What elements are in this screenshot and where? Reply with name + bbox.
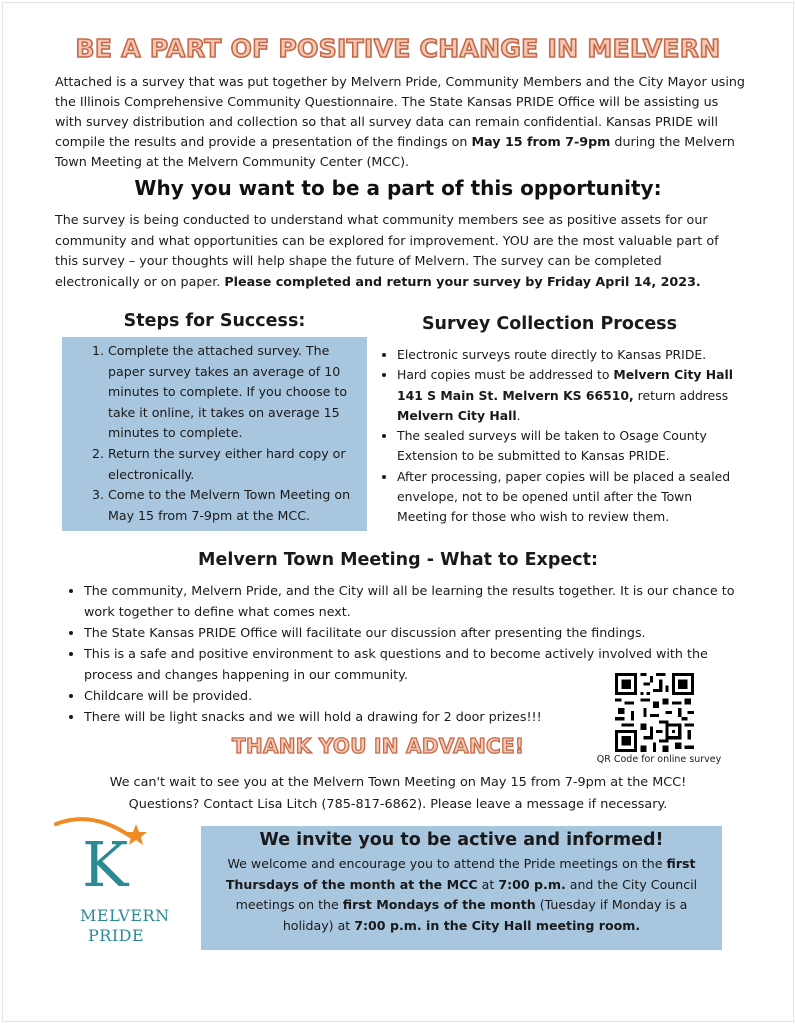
collection-item [397,365,742,426]
intro-date: May 15 from 7-9pm [471,134,611,149]
qr-code[interactable] [615,673,694,752]
collection-item: • The sealed surveys will be taken to Osage County Extension to be submitted to Kansas PRIDE. [397,426,742,467]
collection-item: • After processing, paper copies will be placed a sealed envelope, not to be opened until after the Town Meeting for those who wish to review them. [397,467,742,528]
invite-bold: first Thursdays of the month at the MCC [225,856,696,892]
closing-line-2: Questions? Contact Lisa Litch (785-817-6862). Please leave a message if necessary. [128,797,668,812]
invite-text: and the City Council meetings on the [235,876,698,913]
step-item: 2. Return the survey either hard copy or electronically. [108,444,353,485]
meeting-item: • Childcare will be provided. [84,685,754,706]
invite-body [211,854,712,936]
collection-heading: Survey Collection Process [421,314,678,334]
why-text: The survey is being conducted to understand what community members see as positive assets for our community and what opportunities can be explored for improvement. YOU are the most valuable part of this survey – your thoughts will help shape the future of Melvern. The survey can be completed electronically or on paper. [55,212,719,289]
collection-list [380,345,742,528]
invite-box [201,826,722,950]
logo-letter: K [82,828,129,901]
meeting-item: • This is a safe and positive environment to ask questions and to become actively involved with the process and changes happening in our community. [84,643,724,685]
meeting-item: • There will be light snacks and we will hold a drawing for 2 door prizes!!! [84,706,754,727]
intro-text: Attached is a survey that was put together by Melvern Pride, Community Members and the City Mayor using the Illinois Comprehensive Community Questionnaire. The State Kansas PRIDE Office will be assisting us with survey distribution and collection so that all survey data can remain confidential. Kansas PRIDE will compile the results and provide a presentation of the findings on [55,74,745,149]
invite-title: We invite you to be active and informed! [259,830,664,850]
intro-paragraph [55,72,745,172]
collection-item-text: return address [633,387,729,403]
invite-bold: first Mondays of the month [342,897,536,913]
invite-bold: 7:00 p.m. [498,876,566,892]
collection-item-text: Hard copies must be addressed to [397,367,614,383]
qr-caption: QR Code for online survey [596,754,722,765]
steps-heading: Steps for Success: [123,311,306,331]
melvern-pride-logo [52,810,192,952]
collection-item-text: . [516,407,521,423]
step-item: 1. Complete the attached survey. The paper survey takes an average of 10 minutes to complete. If you choose to take it online, it takes on average 15 minutes to complete. [108,341,353,444]
thank-you-heading: THANK YOU IN ADVANCE! [232,734,525,758]
city-hall-address: Melvern City Hall 141 S Main St. Melvern KS 66510, [397,367,733,403]
collection-item: • Electronic surveys route directly to Kansas PRIDE. [397,345,742,365]
intro-tail: during the Melvern Town Meeting at the Melvern Community Center (MCC). [55,134,735,169]
invite-text: We welcome and encourage you to attend the Pride meetings on the [227,856,667,871]
logo-name-line-2: PRIDE [88,926,145,945]
invite-bold: 7:00 p.m. in the City Hall meeting room. [354,917,641,933]
logo-name-line-1: MELVERN [80,906,170,925]
steps-list [76,341,353,526]
closing-line-1: We can't wait to see you at the Melvern Town Meeting on May 15 from 7-9pm at the MCC! [109,775,687,790]
why-deadline: Please completed and return your survey by Friday April 14, 2023. [224,273,701,289]
return-address: Melvern City Hall [397,407,517,423]
page-title: BE A PART OF POSITIVE CHANGE IN MELVERN [75,34,721,63]
meeting-heading: Melvern Town Meeting - What to Expect: [198,550,598,570]
meeting-item: • The community, Melvern Pride, and the City will all be learning the results together. It is our chance to work together to define what comes next. [84,580,754,622]
why-heading: Why you want to be a part of this opportunity: [134,176,662,200]
invite-text: (Tuesday if Monday is a holiday) at [282,897,688,933]
invite-text: at [477,876,499,892]
steps-box [62,337,367,531]
why-paragraph [55,210,745,292]
meeting-item: • The State Kansas PRIDE Office will facilitate our discussion after presenting the findings. [84,622,754,643]
step-item: 3. Come to the Melvern Town Meeting on May 15 from 7-9pm at the MCC. [108,485,353,526]
